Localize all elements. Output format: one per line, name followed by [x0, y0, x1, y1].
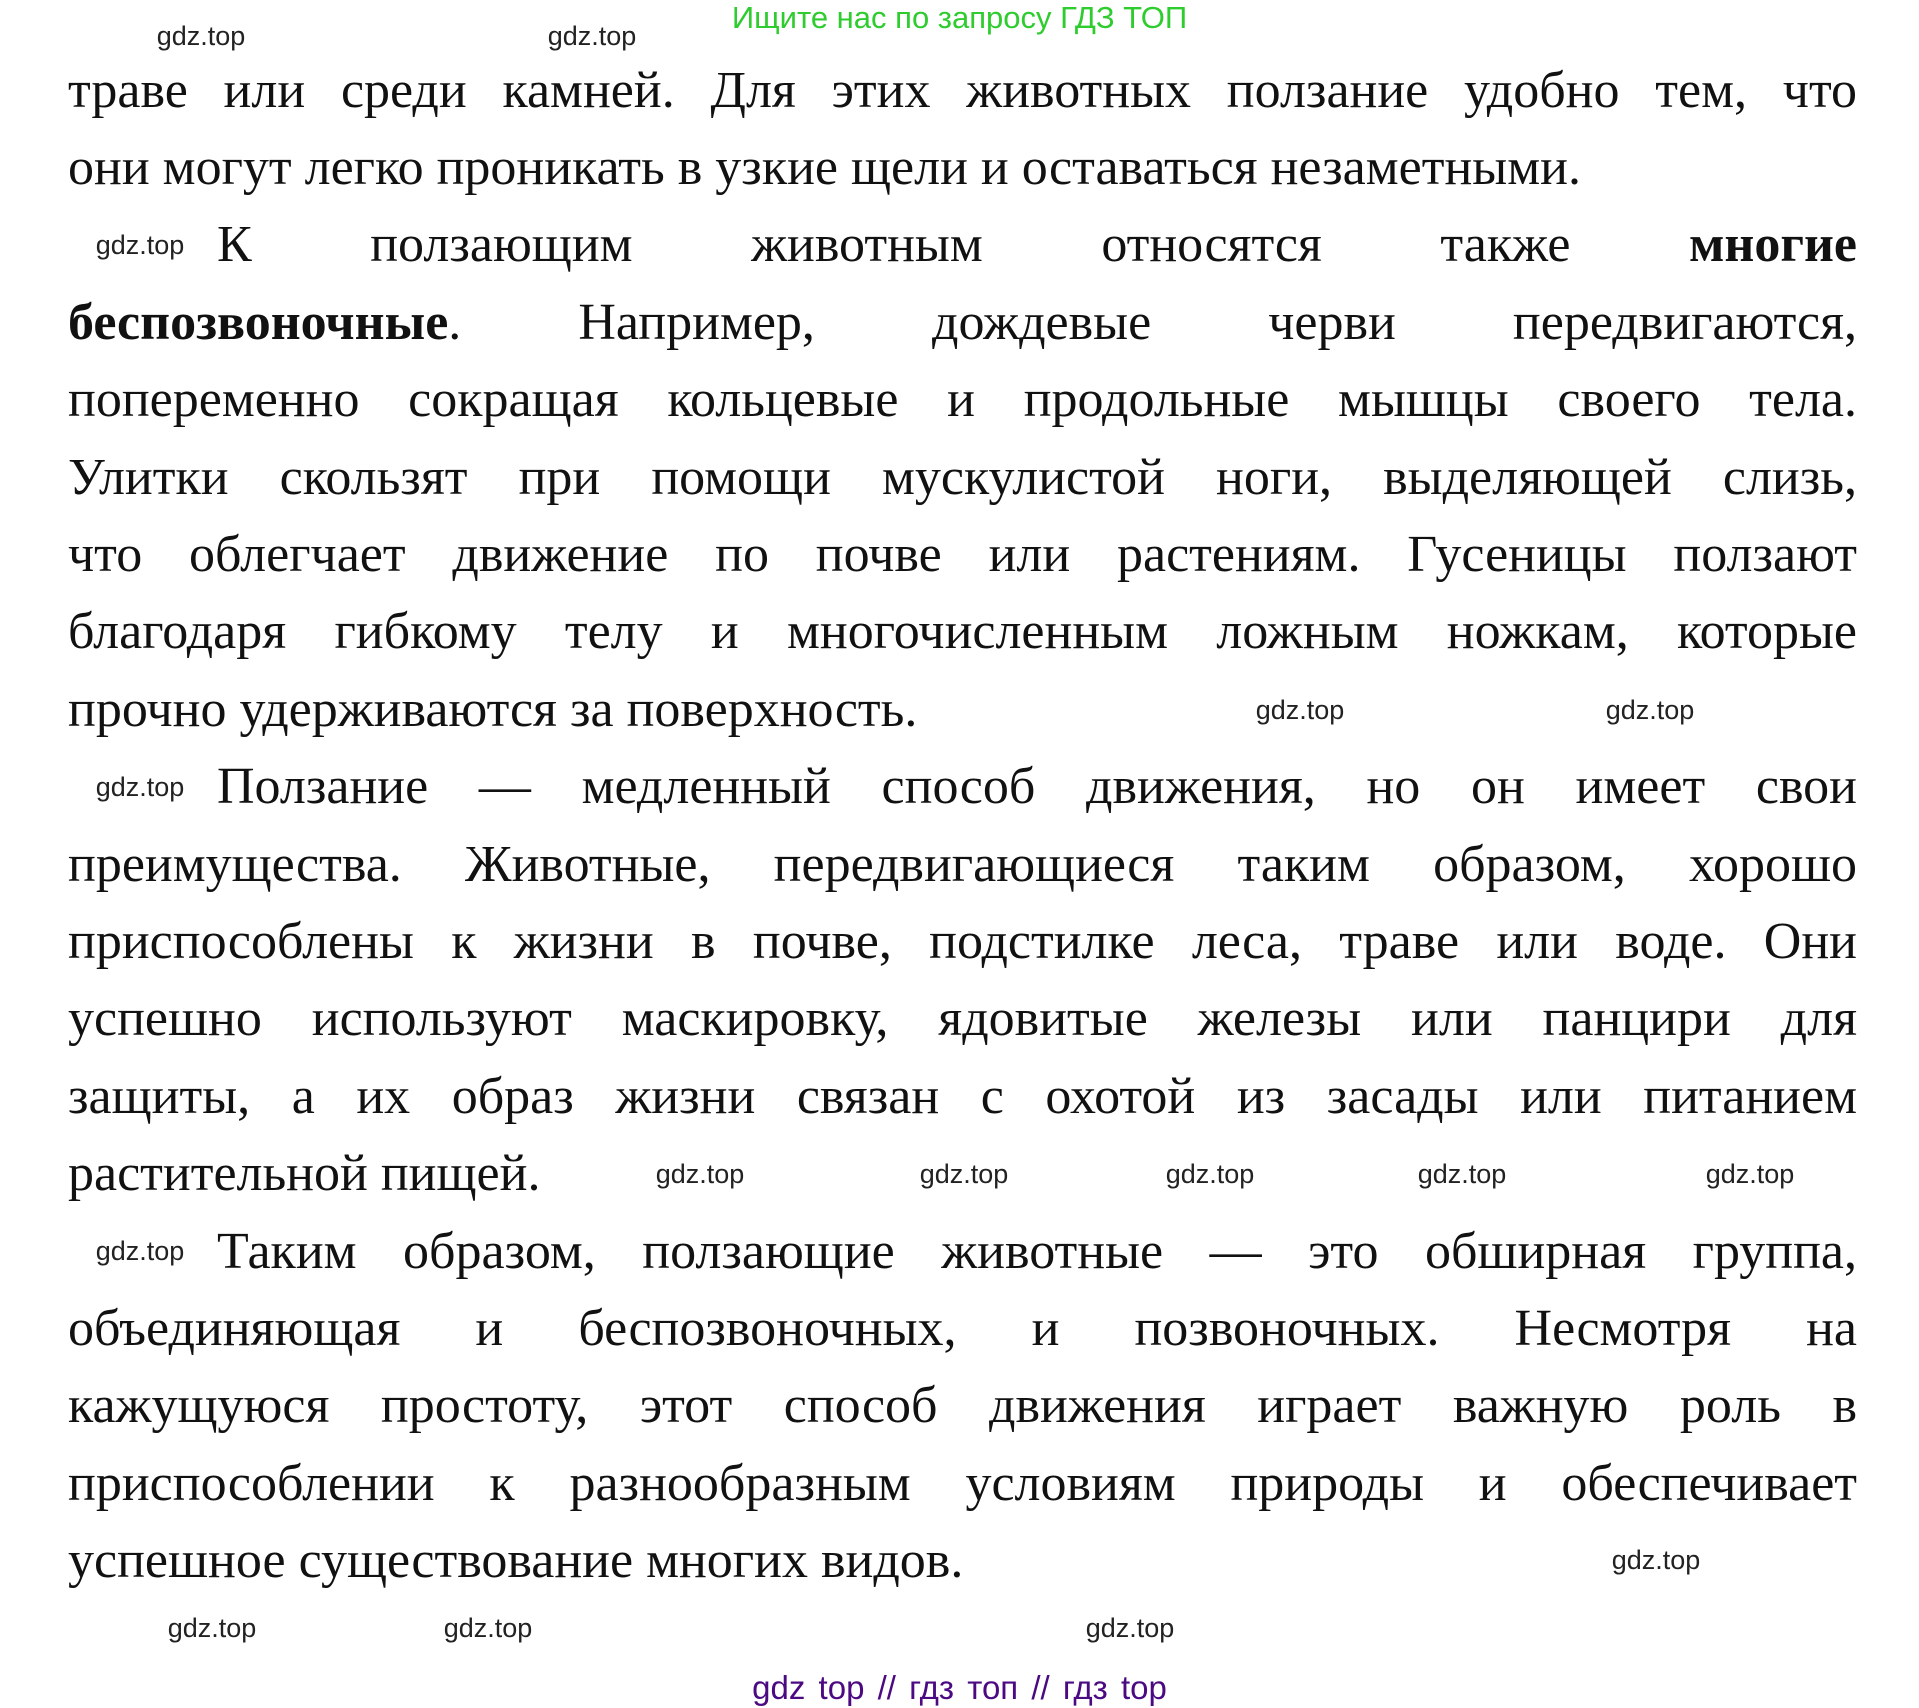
watermark: gdz.top [1165, 1159, 1255, 1189]
text-span: кажущуюся простоту, этот способ движения играет важную роль в [68, 1377, 1857, 1435]
watermark: gdz.top [547, 21, 637, 51]
text-line [68, 1290, 1857, 1367]
text-line [68, 826, 1857, 903]
text-span: объединяющая и беспозвоночных, и позвоночных. Несмотря на [68, 1299, 1857, 1357]
text-span: они могут легко проникать в узкие щели и оставаться незаметными. [68, 138, 1581, 196]
text-span: успешное существование многих видов. [68, 1532, 964, 1590]
text-span: траве или среди камней. Для этих животных ползание удобно тем, что [68, 61, 1857, 119]
text-line [68, 1058, 1857, 1135]
text-line [68, 516, 1857, 593]
watermark: gdz.top [655, 1159, 745, 1189]
text-line [68, 52, 1857, 129]
text-line [217, 1213, 1857, 1290]
text-line [68, 903, 1857, 980]
text-span: попеременно сокращая кольцевые и продольные мышцы своего тела. [68, 371, 1857, 429]
text-span: Таким образом, ползающие животные — это обширная группа, [217, 1222, 1857, 1280]
text-line [68, 1522, 1857, 1599]
text-line [68, 284, 1857, 361]
text-span: приспособлены к жизни в почве, подстилке леса, траве или воде. Они [68, 912, 1857, 970]
watermark: gdz.top [443, 1613, 533, 1643]
text-span: защиты, а их образ жизни связан с охотой из засады или питанием [68, 1067, 1857, 1125]
text-line [68, 129, 1857, 206]
text-span: растительной пищей. [68, 1145, 541, 1203]
text-span: что облегчает движение по почве или растениям. Гусеницы ползают [68, 525, 1857, 583]
text-span: благодаря гибкому телу и многочисленным ложным ножкам, которые [68, 603, 1857, 661]
text-line [68, 439, 1857, 516]
watermark: gdz.top [1705, 1159, 1795, 1189]
bold-term: многие [1688, 216, 1857, 274]
text-line [217, 748, 1857, 825]
text-span: приспособлении к разнообразным условиям природы и обеспечивает [68, 1454, 1857, 1512]
text-span: преимущества. Животные, передвигающиеся таким образом, хорошо [68, 835, 1857, 893]
watermark: gdz.top [95, 230, 185, 260]
watermark: gdz.top [1255, 695, 1345, 725]
watermark: gdz.top [1611, 1545, 1701, 1575]
text-span: К ползающим животным относятся также [217, 216, 1689, 274]
watermark: gdz.top [156, 21, 246, 51]
watermark: gdz.top [167, 1613, 257, 1643]
text-line [68, 593, 1857, 670]
bold-term: беспозвоночные [68, 293, 449, 351]
text-line [68, 1367, 1857, 1444]
text-span: Улитки скользят при помощи мускулистой ноги, выделяющей слизь, [68, 448, 1857, 506]
footer-banner: gdz top // гдз топ // гдз top [752, 1669, 1167, 1706]
text-line [68, 361, 1857, 438]
text-span: . Например, дождевые черви передвигаются, [448, 293, 1857, 351]
text-line [68, 980, 1857, 1057]
watermark: gdz.top [919, 1159, 1009, 1189]
watermark: gdz.top [95, 772, 185, 802]
watermark: gdz.top [1417, 1159, 1507, 1189]
text-line [217, 206, 1857, 283]
watermark: gdz.top [95, 1236, 185, 1266]
text-span: прочно удерживаются за поверхность. [68, 680, 918, 738]
search-hint-banner: Ищите нас по запросу ГДЗ ТОП [731, 0, 1188, 35]
text-line [68, 1445, 1857, 1522]
watermark: gdz.top [1085, 1613, 1175, 1643]
text-span: успешно используют маскировку, ядовитые железы или панцири для [68, 990, 1857, 1048]
text-line [68, 671, 1857, 748]
watermark: gdz.top [1605, 695, 1695, 725]
text-span: Ползание — медленный способ движения, но он имеет свои [217, 758, 1857, 816]
